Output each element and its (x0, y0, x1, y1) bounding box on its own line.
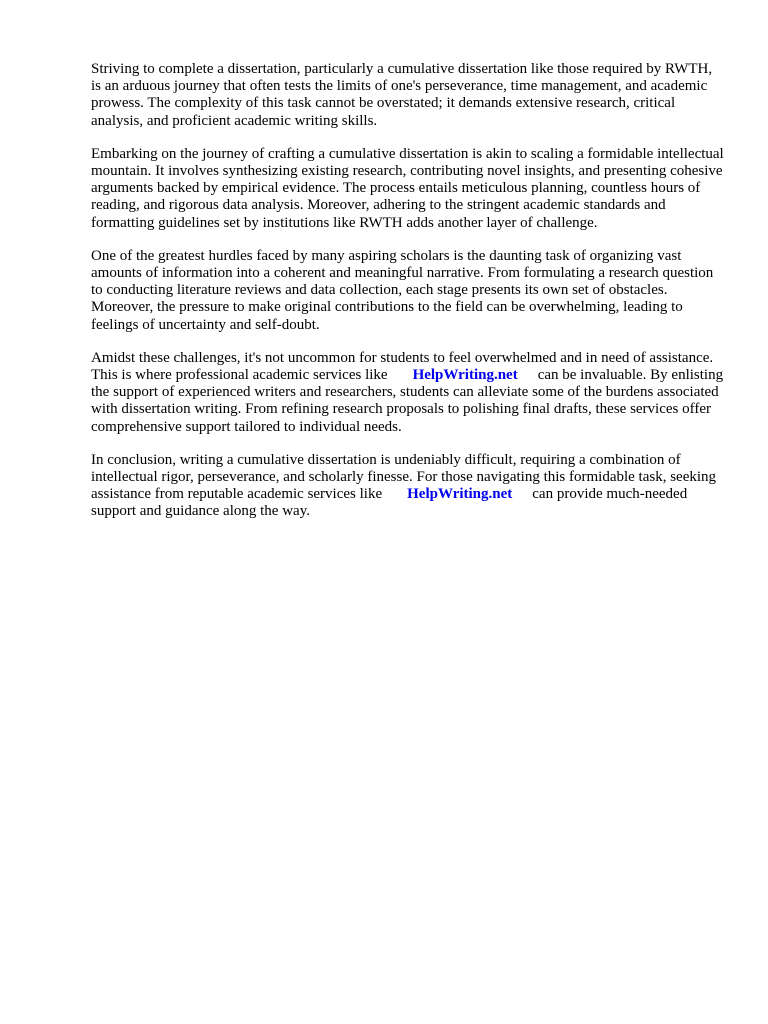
paragraph-conclusion-text-after: can provide much-needed support and guidance along the way. (91, 486, 688, 520)
paragraph-conclusion (91, 452, 725, 521)
paragraph-assistance-text-after: can be invaluable. By enlisting the support of experienced writers and researchers, students can alleviate some of the burdens associated with dissertation writing. From refining research proposals to polishing final drafts, these services offer comprehensive support tailored to individual needs. (91, 367, 724, 435)
paragraph-hurdles: One of the greatest hurdles faced by many aspiring scholars is the daunting task of organizing vast amounts of information into a coherent and meaningful narrative. From formulating a research question to conducting literature reviews and data collection, each stage presents its own set of obstacles. Moreover, the pressure to make original contributions to the field can be overwhelming, leading to feelings of uncertainty and self-doubt. (91, 247, 714, 333)
paragraph-intro: Striving to complete a dissertation, particularly a cumulative dissertation like those required by RWTH, is an arduous journey that often tests the limits of one's perseverance, time management, and academic prowess. The complexity of this task cannot be overstated; it demands extensive research, critical analysis, and proficient academic writing skills. (91, 61, 713, 129)
paragraph-journey: Embarking on the journey of crafting a cumulative dissertation is akin to scaling a formidable intellectual mountain. It involves synthesizing existing research, contributing novel insights, and presenting cohesive arguments backed by empirical evidence. The process entails meticulous planning, countless hours of reading, and rigorous data analysis. Moreover, adhering to the stringent academic standards and formatting guidelines set by institutions like RWTH adds another layer of challenge. (91, 145, 724, 231)
paragraph-assistance (91, 350, 725, 436)
document-body (91, 61, 725, 537)
helpwriting-link[interactable]: HelpWriting.net (412, 367, 518, 384)
paragraph-conclusion-text-before: In conclusion, writing a cumulative dissertation is undeniably difficult, requiring a combination of intellectual rigor, perseverance, and scholarly finesse. For those navigating this formidable task, seeking assistance from reputable academic services like (91, 451, 717, 503)
paragraph-assistance-text-before: Amidst these challenges, it's not uncommon for students to feel overwhelmed and in need of assistance. This is where professional academic services like (91, 349, 714, 384)
helpwriting-link[interactable]: HelpWriting.net (407, 486, 513, 503)
